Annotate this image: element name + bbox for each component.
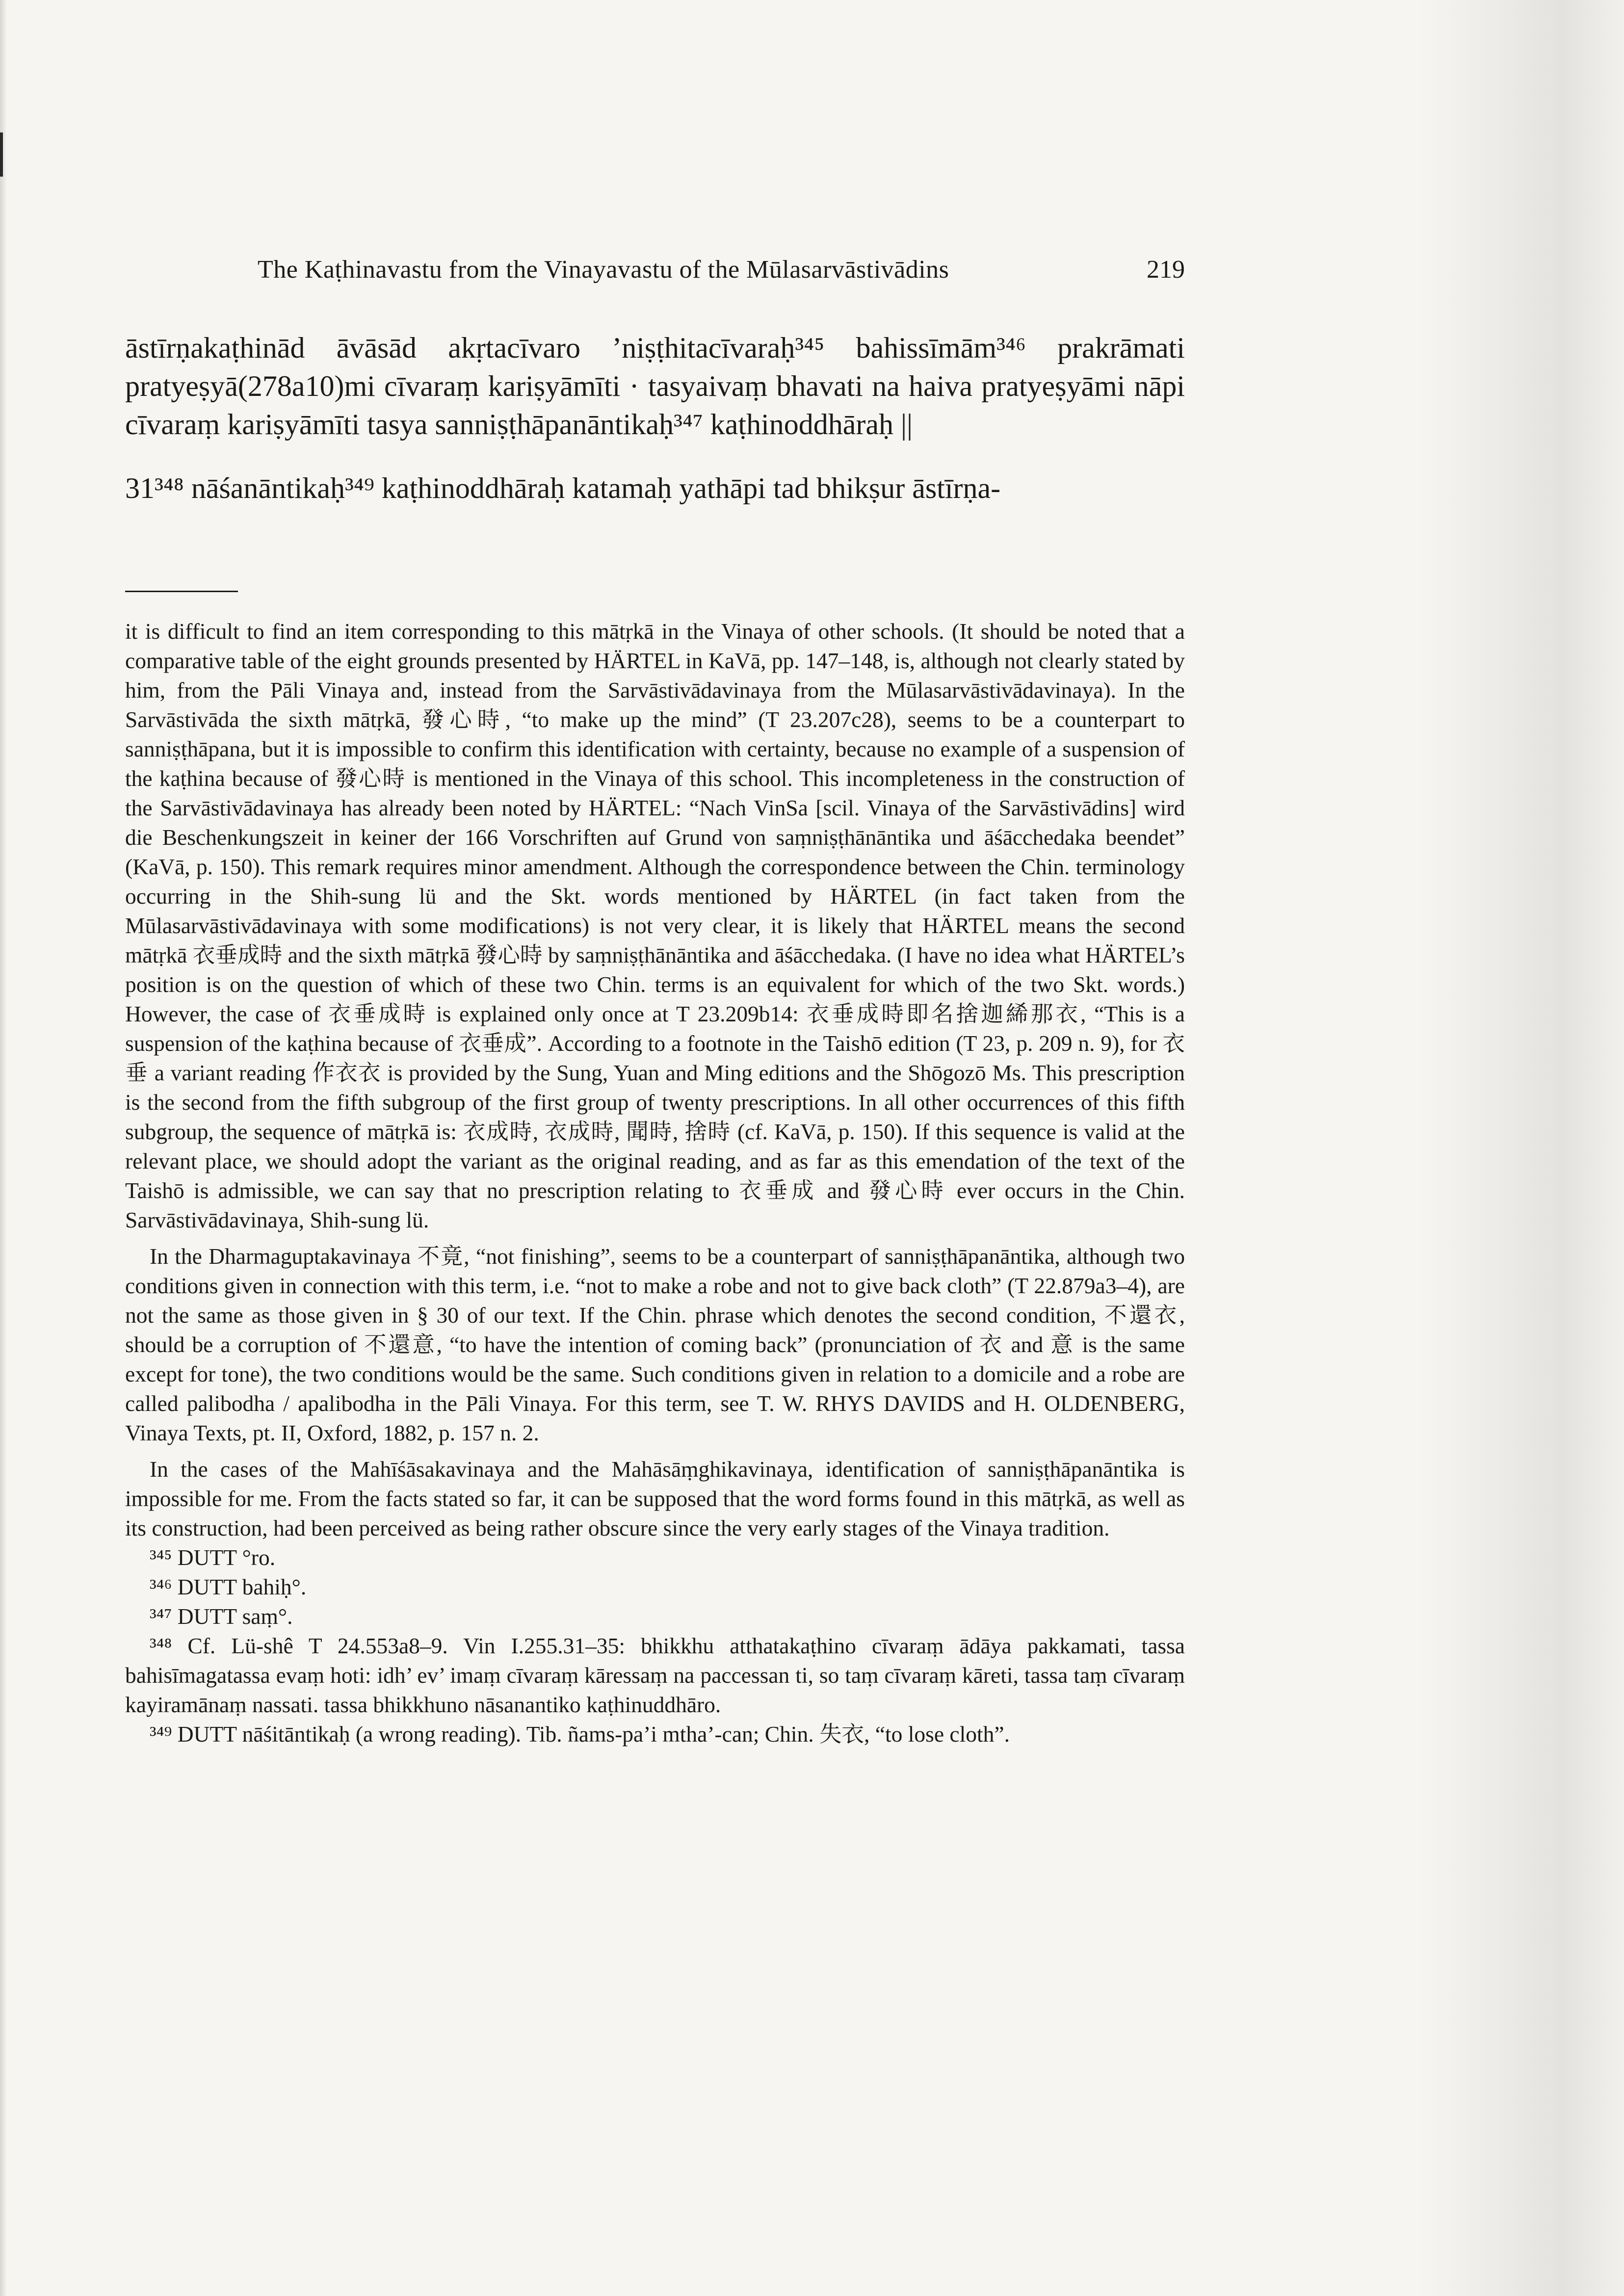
scan-edge-left: [0, 0, 7, 2296]
note-continuation-paragraph: it is difficult to find an item corresponding to this mātṛkā in the Vinaya of other schools. (It should be noted that a comparative table of the eight grounds presented by HÄRTEL in KaVā, pp. 147–148, is, although not clearly stated by him, from the Pāli Vinaya and, instead from the Sarvāstivādavinaya from the Mūlasarvāstivādavinaya). In the Sarvāstivāda the sixth mātṛkā, 發心時, “to make up the mind” (T 23.207c28), seems to be a counterpart to sanniṣṭhāpana, but it is impossible to confirm this identification with certainty, because no example of a suspension of the kaṭhina because of 發心時 is mentioned in the Vinaya of this school. This incompleteness in the construction of the Sarvāstivādavinaya has already been noted by HÄRTEL: “Nach VinSa [scil. Vinaya of the Sarvāstivādins] wird die Beschenkungszeit in keiner der 166 Vorschriften auf Grund von saṃniṣṭhānāntika und āśācchedaka beendet” (KaVā, p. 150). This remark requires minor amendment. Although the correspondence between the Chin. terminology occurring in the Shih-sung lü and the Skt. words mentioned by HÄRTEL (in fact taken from the Mūlasarvāstivādavinaya with some modifications) is not very clear, it is likely that HÄRTEL means the second mātṛkā 衣垂成時 and the sixth mātṛkā 發心時 by saṃniṣṭhānāntika and āśācchedaka. (I have no idea what HÄRTEL’s position is on the question of which of these two Chin. terms is an equivalent for which of the two Skt. words.) However, the case of 衣垂成時 is explained only once at T 23.209b14: 衣垂成時即名捨迦絺那衣, “This is a suspension of the kaṭhina because of 衣垂成”. According to a footnote in the Taishō edition (T 23, p. 209 n. 9), for 衣垂 a variant reading 作衣衣 is provided by the Sung, Yuan and Ming editions and the Shōgozō Ms. This prescription is the second from the fifth subgroup of the first group of twenty prescriptions. In all other occurrences of this fifth subgroup, the sequence of mātṛkā is: 衣成時, 衣成時, 聞時, 捨時 (cf. KaVā, p. 150). If this sequence is valid at the relevant place, we should adopt the variant as the original reading, and as far as this emendation of the text of the Taishō is admissible, we can say that no prescription relating to 衣垂成 and 發心時 ever occurs in the Chin. Sarvāstivādavinaya, Shih-sung lü.: [125, 619, 1185, 1232]
footnote-349: ³⁴⁹ DUTT nāśitāntikaḥ (a wrong reading). Tib. ñams-pa’i mtha’-can; Chin. 失衣, “to lose cloth”.: [150, 1722, 1010, 1747]
main-paragraph-2: 31³⁴⁸ nāśanāntikaḥ³⁴⁹ kaṭhinoddhāraḥ katamaḥ yathāpi tad bhikṣur āstīrṇa-: [125, 472, 1001, 504]
scan-edge-mark: [0, 132, 3, 177]
scan-edge-right: [1418, 0, 1624, 2296]
footnote-345: ³⁴⁵ DUTT °ro.: [150, 1545, 276, 1570]
footnote-346: ³⁴⁶ DUTT bahiḥ°.: [150, 1574, 307, 1599]
main-text: [125, 329, 1185, 507]
running-head: [125, 255, 1185, 299]
note-paragraph-mahisasaka: In the cases of the Mahīśāsakavinaya and the Mahāsāṃghikavinaya, identification of sanniṣṭhāpanāntika is impossible for me. From the facts stated so far, it can be supposed that the word forms found in this mātṛkā, as well as its construction, had been perceived as being rather obscure since the very early stages of the Vinaya tradition.: [125, 1457, 1185, 1540]
footnotes: [125, 617, 1185, 1749]
running-title: The Kaṭhinavastu from the Vinayavastu of the Mūlasarvāstivādins: [258, 256, 949, 284]
page: [125, 255, 1185, 1749]
footnote-347: ³⁴⁷ DUTT saṃ°.: [150, 1604, 293, 1629]
page-number: 219: [1147, 256, 1185, 284]
note-paragraph-dharmaguptaka: In the Dharmaguptakavinaya 不竟, “not finishing”, seems to be a counterpart of sanniṣṭhāpanāntika, although two conditions given in connection with this term, i.e. “not to make a robe and not to give back cloth” (T 22.879a3–4), are not the same as those given in § 30 of our text. If the Chin. phrase which denotes the second condition, 不還衣, should be a corruption of 不還意, “to have the intention of coming back” (pronunciation of 衣 and 意 is the same except for tone), the two conditions would be the same. Such conditions given in relation to a domicile and a robe are called palibodha / apalibodha in the Pāli Vinaya. For this term, see T. W. RHYS DAVIDS and H. OLDENBERG, Vinaya Texts, pt. II, Oxford, 1882, p. 157 n. 2.: [125, 1244, 1185, 1445]
footnote-348: ³⁴⁸ Cf. Lü-shê T 24.553a8–9. Vin I.255.31–35: bhikkhu atthatakaṭhino cīvaraṃ ādāya pakkamati, tassa bahisīmagatassa evaṃ hoti: idh’ ev’ imaṃ cīvaraṃ kāressaṃ na paccessan ti, so taṃ cīvaraṃ kāreti, tassa taṃ cīvaraṃ kayiramānaṃ nassati. tassa bhikkhuno nāsanantiko kaṭhinuddhāro.: [125, 1633, 1185, 1717]
main-paragraph-1: āstīrṇakaṭhinād āvāsād akṛtacīvaro ’niṣṭhitacīvaraḥ³⁴⁵ bahissīmām³⁴⁶ prakrāmati pratyeṣyā(278a10)mi cīvaraṃ kariṣyāmīti · tasyaivaṃ bhavati na haiva pratyeṣyāmi nāpi cīvaraṃ kariṣyāmīti tasya sanniṣṭhāpanāntikaḥ³⁴⁷ kaṭhinoddhāraḥ ||: [125, 332, 1185, 441]
footnote-rule: [125, 591, 238, 592]
